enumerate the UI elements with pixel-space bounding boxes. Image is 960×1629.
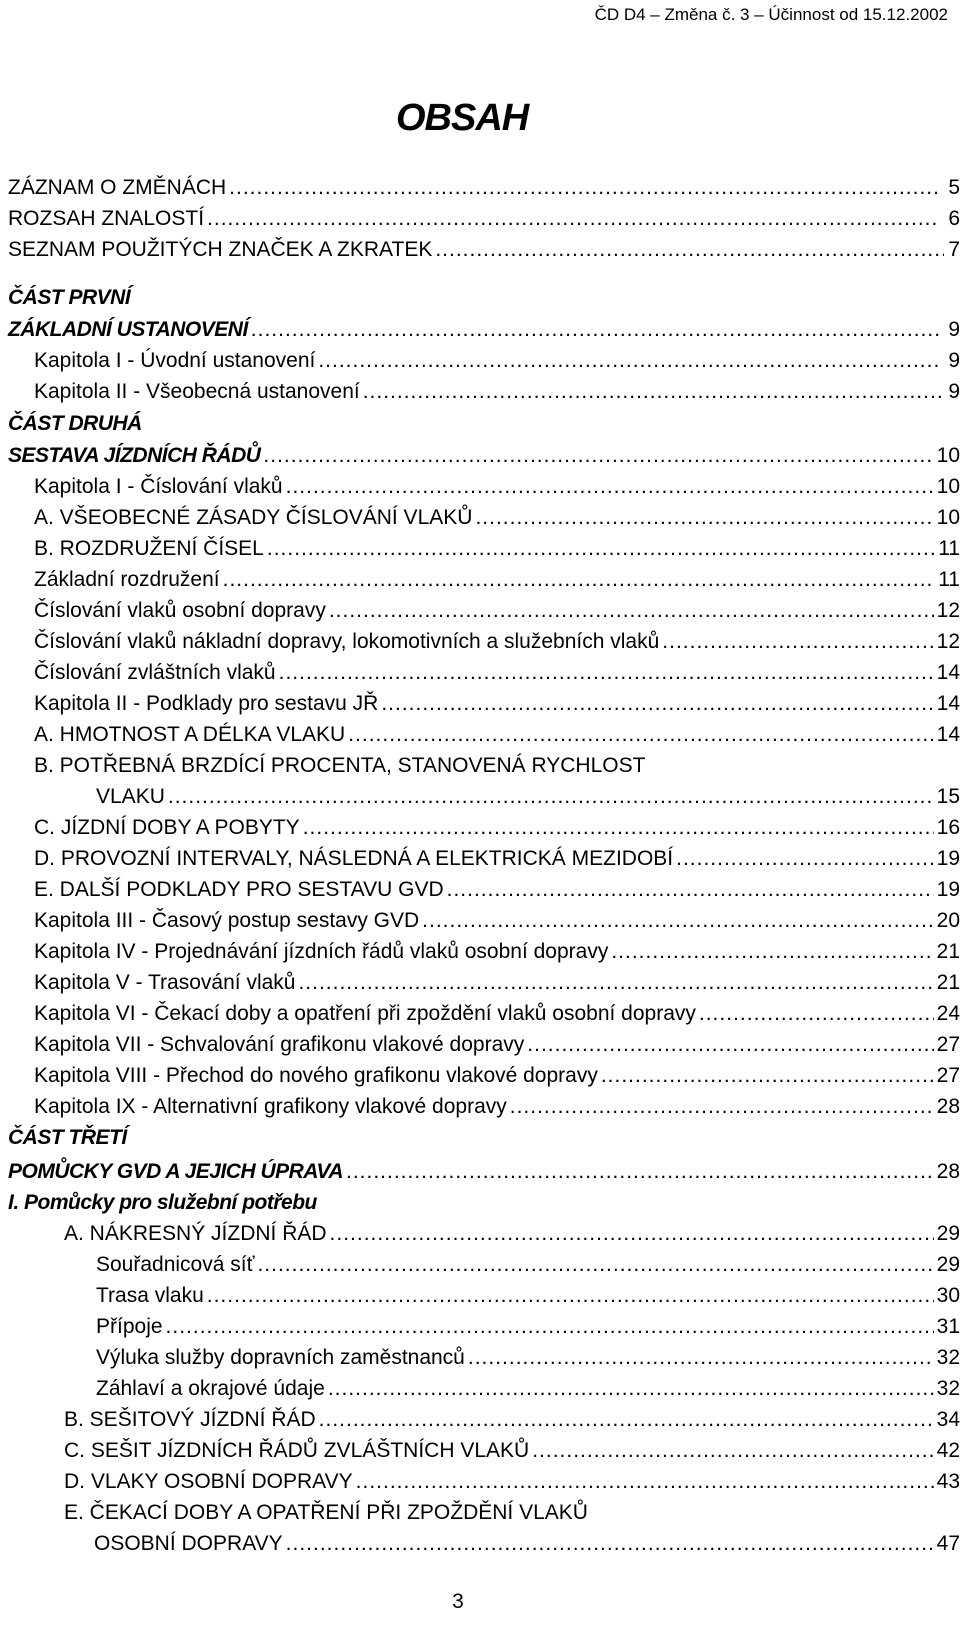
toc-entry-title: D. VLAKY OSOBNÍ DOPRAVY bbox=[64, 1470, 353, 1493]
toc-entry-page: 11 bbox=[938, 537, 960, 560]
toc-entry-title: ZÁZNAM O ZMĚNÁCH bbox=[8, 176, 227, 199]
toc-entry[interactable] bbox=[0, 684, 960, 718]
leader-dots bbox=[286, 473, 934, 501]
toc-entry-page: 7 bbox=[948, 238, 960, 261]
toc-entry-title: A. VŠEOBECNÉ ZÁSADY ČÍSLOVÁNÍ VLAKŮ bbox=[34, 506, 473, 529]
toc-entry-page: 24 bbox=[936, 1002, 960, 1025]
toc-entry-title: B. ROZDRUŽENÍ ČÍSEL bbox=[34, 537, 264, 560]
toc-entry-page: 32 bbox=[936, 1377, 960, 1400]
toc-entry-title: Kapitola VI - Čekací doby a opatření při zpoždění vlaků osobní dopravy bbox=[34, 1002, 696, 1025]
toc-entry-title: B. POTŘEBNÁ BRZDÍCÍ PROCENTA, STANOVENÁ RYCHLOST bbox=[34, 754, 646, 777]
leader-dots bbox=[468, 1344, 934, 1372]
leader-dots bbox=[207, 205, 938, 233]
toc-entry-title: Trasa vlaku bbox=[96, 1284, 204, 1307]
page-title: OBSAH bbox=[396, 97, 529, 139]
toc-entry-title: Kapitola VIII - Přechod do nového grafikonu vlakové dopravy bbox=[34, 1064, 598, 1087]
toc-entry-page: 10 bbox=[936, 444, 960, 467]
toc-entry-title: B. SEŠITOVÝ JÍZDNÍ ŘÁD bbox=[64, 1408, 316, 1431]
toc-entry-page: 28 bbox=[936, 1095, 960, 1118]
toc-entry[interactable] bbox=[0, 529, 960, 563]
toc-part-heading bbox=[0, 1118, 960, 1152]
toc-entry-page: 9 bbox=[948, 380, 960, 403]
leader-dots bbox=[348, 721, 933, 749]
leader-dots bbox=[475, 504, 933, 532]
toc-entry-title: D. PROVOZNÍ INTERVALY, NÁSLEDNÁ A ELEKTRICKÁ MEZIDOBÍ bbox=[34, 847, 674, 870]
toc-entry[interactable] bbox=[0, 436, 960, 470]
toc-entry-title: VLAKU bbox=[96, 785, 165, 808]
toc-part-heading bbox=[0, 404, 960, 438]
toc-entry[interactable] bbox=[0, 1338, 960, 1372]
toc-entry[interactable] bbox=[0, 839, 960, 873]
toc-entry[interactable] bbox=[0, 1307, 960, 1341]
toc-entry[interactable] bbox=[0, 310, 960, 344]
toc-entry[interactable] bbox=[0, 591, 960, 625]
toc-entry-page: 12 bbox=[936, 630, 960, 653]
leader-dots bbox=[363, 378, 943, 406]
toc-entry-title: Kapitola V - Trasování vlaků bbox=[34, 971, 296, 994]
toc-entry-page: 10 bbox=[936, 475, 960, 498]
toc-entry-page: 14 bbox=[936, 692, 960, 715]
toc-entry-page: 27 bbox=[936, 1033, 960, 1056]
toc-entry[interactable] bbox=[0, 1245, 960, 1279]
toc-entry-title: Kapitola II - Podklady pro sestavu JŘ bbox=[34, 692, 379, 715]
toc-entry-title: ROZSAH ZNALOSTÍ bbox=[8, 207, 205, 230]
toc-entry-title: Přípoje bbox=[96, 1315, 163, 1338]
toc-entry-page: 30 bbox=[936, 1284, 960, 1307]
toc-entry-title: Kapitola II - Všeobecná ustanovení bbox=[34, 380, 360, 403]
leader-dots bbox=[676, 845, 934, 873]
leader-dots bbox=[662, 628, 933, 656]
toc-entry-title: Kapitola IX - Alternativní grafikony vlakové dopravy bbox=[34, 1095, 507, 1118]
toc-entry-page: 12 bbox=[936, 599, 960, 622]
leader-dots bbox=[257, 1251, 933, 1279]
toc-entry-page: 31 bbox=[936, 1315, 960, 1338]
toc-entry[interactable] bbox=[0, 777, 960, 811]
toc-entry-page: 10 bbox=[936, 506, 960, 529]
toc-entry-page: 29 bbox=[936, 1222, 960, 1245]
leader-dots bbox=[166, 1313, 934, 1341]
toc-entry[interactable] bbox=[0, 1025, 960, 1059]
leader-dots bbox=[330, 1220, 934, 1248]
toc-entry-page: 42 bbox=[936, 1439, 960, 1462]
toc-entry-page: 32 bbox=[936, 1346, 960, 1369]
leader-dots bbox=[279, 659, 934, 687]
toc-part-heading bbox=[0, 278, 960, 312]
toc-entry-title: Kapitola IV - Projednávání jízdních řádů vlaků osobní dopravy bbox=[34, 940, 609, 963]
toc-entry[interactable] bbox=[0, 1524, 960, 1558]
leader-dots bbox=[207, 1282, 934, 1310]
toc-entry-page: 14 bbox=[936, 723, 960, 746]
toc-entry[interactable] bbox=[0, 1493, 960, 1527]
toc-entry[interactable] bbox=[0, 1214, 960, 1248]
toc-entry[interactable] bbox=[0, 963, 960, 997]
toc-entry[interactable] bbox=[0, 168, 960, 202]
toc-entry-title: E. ČEKACÍ DOBY A OPATŘENÍ PŘI ZPOŽDĚNÍ VLAKŮ bbox=[64, 1501, 588, 1524]
toc-entry-page: 47 bbox=[936, 1532, 960, 1555]
running-header: ČD D4 – Změna č. 3 – Účinnost od 15.12.2002 bbox=[594, 5, 948, 24]
leader-dots bbox=[532, 1437, 933, 1465]
toc-entry[interactable] bbox=[0, 1087, 960, 1121]
toc-entry-title: E. DALŠÍ PODKLADY PRO SESTAVU GVD bbox=[34, 878, 444, 901]
toc-entry-page: 21 bbox=[936, 971, 960, 994]
toc-entry-page: 6 bbox=[948, 207, 960, 230]
toc-entry-page: 19 bbox=[936, 847, 960, 870]
toc-entry-page: 27 bbox=[936, 1064, 960, 1087]
toc-entry-page: 21 bbox=[936, 940, 960, 963]
leader-dots bbox=[346, 1158, 934, 1186]
toc-entry-page: 20 bbox=[936, 909, 960, 932]
toc-entry-title: A. NÁKRESNÝ JÍZDNÍ ŘÁD bbox=[64, 1222, 327, 1245]
toc-entry[interactable] bbox=[0, 1152, 960, 1186]
leader-dots bbox=[229, 174, 939, 202]
toc-entry[interactable] bbox=[0, 230, 960, 264]
toc-entry[interactable] bbox=[0, 808, 960, 842]
toc-entry[interactable] bbox=[0, 1276, 960, 1310]
leader-dots bbox=[422, 907, 933, 935]
toc-entry-page: 5 bbox=[948, 176, 960, 199]
leader-dots bbox=[527, 1031, 933, 1059]
toc-entry[interactable] bbox=[0, 932, 960, 966]
toc-entry-title: OSOBNÍ DOPRAVY bbox=[94, 1532, 283, 1555]
toc-entry-page: 14 bbox=[936, 661, 960, 684]
toc-entry[interactable] bbox=[0, 1462, 960, 1496]
leader-dots bbox=[699, 1000, 934, 1028]
toc-entry-title: I. Pomůcky pro služební potřebu bbox=[8, 1191, 317, 1214]
leader-dots bbox=[328, 1375, 934, 1403]
toc-entry[interactable] bbox=[0, 870, 960, 904]
leader-dots bbox=[435, 236, 944, 264]
toc-entry-title: Číslování vlaků nákladní dopravy, lokomotivních a služebních vlaků bbox=[34, 630, 660, 653]
toc-entry[interactable] bbox=[0, 653, 960, 687]
toc-entry-page: 15 bbox=[936, 785, 960, 808]
toc-entry[interactable] bbox=[0, 341, 960, 375]
leader-dots bbox=[267, 535, 935, 563]
toc-entry-page: 29 bbox=[936, 1253, 960, 1276]
toc-entry[interactable] bbox=[0, 746, 960, 780]
toc-entry-title: Kapitola I - Úvodní ustanovení bbox=[34, 349, 316, 372]
leader-dots bbox=[381, 690, 933, 718]
toc-entry-title: Souřadnicová síť bbox=[96, 1253, 255, 1276]
toc-entry-title: ZÁKLADNÍ USTANOVENÍ bbox=[8, 318, 248, 341]
toc-entry-title: SEZNAM POUŽITÝCH ZNAČEK A ZKRATEK bbox=[8, 238, 433, 261]
toc-entry-title: Kapitola I - Číslování vlaků bbox=[34, 475, 283, 498]
leader-dots bbox=[447, 876, 934, 904]
toc-entry[interactable] bbox=[0, 1369, 960, 1403]
toc-entry-title: C. SEŠIT JÍZDNÍCH ŘÁDŮ ZVLÁŠTNÍCH VLAKŮ bbox=[64, 1439, 530, 1462]
toc-entry-page: 16 bbox=[936, 816, 960, 839]
leader-dots bbox=[263, 442, 933, 470]
toc-entry-title: Výluka služby dopravních zaměstnanců bbox=[96, 1346, 465, 1369]
toc-entry-page: 9 bbox=[948, 349, 960, 372]
toc-entry-title: ČÁST PRVNÍ bbox=[8, 286, 131, 309]
toc-entry[interactable] bbox=[0, 199, 960, 233]
toc-entry-page: 28 bbox=[936, 1160, 960, 1183]
toc-entry-title: Kapitola VII - Schvalování grafikonu vlakové dopravy bbox=[34, 1033, 525, 1056]
toc-entry-title: Číslování vlaků osobní dopravy bbox=[34, 599, 326, 622]
toc-entry[interactable] bbox=[0, 715, 960, 749]
toc-entry[interactable] bbox=[0, 901, 960, 935]
toc-entry-page: 9 bbox=[948, 318, 960, 341]
toc-entry-title: ČÁST TŘETÍ bbox=[8, 1126, 127, 1149]
toc-entry-title: POMŮCKY GVD A JEJICH ÚPRAVA bbox=[8, 1160, 343, 1183]
toc-entry-page: 43 bbox=[936, 1470, 960, 1493]
leader-dots bbox=[319, 1406, 934, 1434]
toc-entry[interactable] bbox=[0, 372, 960, 406]
toc-entry[interactable] bbox=[0, 1400, 960, 1434]
toc-entry[interactable] bbox=[0, 560, 960, 594]
toc-entry-page: 34 bbox=[936, 1408, 960, 1431]
leader-dots bbox=[318, 347, 941, 375]
toc-entry-title: Číslování zvláštních vlaků bbox=[34, 661, 276, 684]
leader-dots bbox=[251, 316, 940, 344]
leader-dots bbox=[298, 969, 933, 997]
leader-dots bbox=[286, 1530, 934, 1558]
toc-entry-title: Záhlaví a okrajové údaje bbox=[96, 1377, 325, 1400]
toc-entry[interactable] bbox=[0, 498, 960, 532]
leader-dots bbox=[223, 566, 936, 594]
leader-dots bbox=[510, 1093, 934, 1121]
leader-dots bbox=[303, 814, 934, 842]
toc-entry[interactable] bbox=[0, 622, 960, 656]
toc-entry-title: SESTAVA JÍZDNÍCH ŘÁDŮ bbox=[8, 444, 261, 467]
toc-entry-page: 11 bbox=[938, 568, 960, 591]
page-number: 3 bbox=[452, 1590, 464, 1613]
toc-entry[interactable] bbox=[0, 1056, 960, 1090]
toc-entry-title: ČÁST DRUHÁ bbox=[8, 412, 142, 435]
leader-dots bbox=[601, 1062, 934, 1090]
toc-entry-title: Kapitola III - Časový postup sestavy GVD bbox=[34, 909, 420, 932]
toc-entry[interactable] bbox=[0, 1431, 960, 1465]
toc-entry-title: A. HMOTNOST A DÉLKA VLAKU bbox=[34, 723, 346, 746]
toc-entry-page: 19 bbox=[936, 878, 960, 901]
leader-dots bbox=[611, 938, 933, 966]
leader-dots bbox=[329, 597, 934, 625]
leader-dots bbox=[168, 783, 934, 811]
toc-entry[interactable] bbox=[0, 467, 960, 501]
toc-entry-title: C. JÍZDNÍ DOBY A POBYTY bbox=[34, 816, 300, 839]
leader-dots bbox=[356, 1468, 934, 1496]
toc-entry-title: Základní rozdružení bbox=[34, 568, 220, 591]
toc-part-heading bbox=[0, 1183, 960, 1217]
toc-entry[interactable] bbox=[0, 994, 960, 1028]
